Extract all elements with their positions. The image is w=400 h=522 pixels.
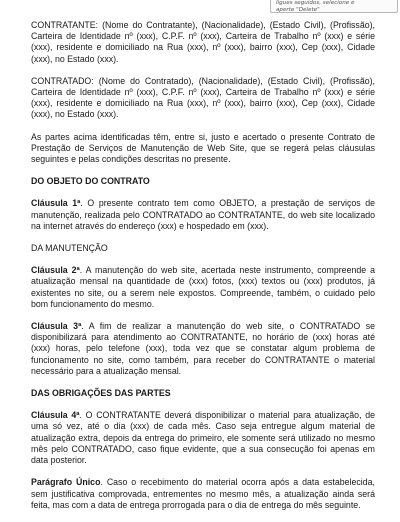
clausula-2-text: . A manutenção do web site, acertada neste instrumento, compreende a atualização mensal na quantidade de (xxx) fotos, (xxx) textos ou (xxx) produtos, já existentes no site, ou a serem nele expostos. Compreende, também, o cuidado pelo bom funcionamento do mesmo. — [31, 265, 375, 309]
heading-objeto: DO OBJETO DO CONTRATO — [31, 176, 150, 187]
clausula-3-label: Cláusula 3ª — [31, 321, 82, 332]
clausula-4 — [31, 410, 375, 466]
clausula-4-label: Cláusula 4ª — [31, 410, 80, 421]
instruction-note — [270, 0, 398, 13]
note-line-2: aperte "Delete" — [276, 6, 320, 13]
clausula-3-text: . A fim de realizar a manutenção do web site, o CONTRATADO se disponibilizará para atendimento ao CONTRATANTE, no horário de (xxx) horas até (xxx) horas, pelo telefone (xxx), toda vez que se constatar algum problema de funcionamento no site, como também, para receber do CONTRATANTE o material necessário para a atualização mensal. — [31, 321, 375, 376]
contratante-paragraph: CONTRATANTE: (Nome do Contratante), (Nacionalidade), (Estado Civil), (Profissão), Carteira de Identidade nº (xxx), C.P.F. nº (xxx), Carteira de Trabalho nº (xxx) e série (xxx), residente e domiciliado na Rua (xxx), nº (xxx), bairro (xxx), Cep (xxx), Cidade (xxx), no Estado (xxx). — [31, 20, 375, 64]
paragrafo-unico — [31, 477, 375, 511]
clausula-1 — [31, 198, 375, 232]
heading-manutencao: DA MANUTENÇÃO — [31, 243, 108, 254]
clausula-1-text: . O presente contrato tem como OBJETO, a prestação de serviços de manutenção, realizada pelo CONTRATADO ao CONTRATANTE, do web site localizado na internet através do endereço (xxx) e hospedado em (xxx). — [31, 198, 375, 231]
contract-document — [31, 20, 375, 522]
clausula-4-text: . O CONTRATANTE deverá disponibilizar o material para atualização, de uma só vez, até o dia (xxx) de cada mês. Caso seja entregue algum material de atualização extra, depois da entrega do primeiro, ele somente será utilizado no mesmo mês pelo CONTRATADO, caso fique evidente, que a sua consecução foi apenas em data posterior. — [31, 410, 375, 466]
clausula-2-label: Cláusula 2ª — [31, 265, 80, 276]
clausula-2 — [31, 265, 375, 310]
heading-obrigacoes: DAS OBRIGAÇÕES DAS PARTES — [31, 388, 171, 399]
clausula-3 — [31, 321, 375, 377]
paragrafo-unico-text: . Caso o recebimento do material ocorra após a data estabelecida, sem justificativa comprovada, entrementes no mesmo mês, a atualização ainda será feita, mas com a data de entrega prorrogada para o dia de entrega do mês seguinte. — [31, 477, 375, 510]
clausula-1-label: Cláusula 1ª — [31, 198, 81, 209]
note-line-1: ligues seguidos, selecione e — [276, 0, 355, 6]
contratado-paragraph: CONTRATADO: (Nome do Contratado), (Nacionalidade), (Estado Civil), (Profissão), Carteira de Identidade nº (xxx), C.P.F. nº (xxx), Carteira de Trabalho nº (xxx) e série (xxx), residente e domiciliado na Rua (xxx), nº (xxx), bairro (xxx), Cep (xxx), Cidade (xxx), no Estado (xxx). — [31, 75, 375, 120]
paragrafo-unico-label: Parágrafo Único — [31, 477, 101, 488]
intro-paragraph: As partes acima identificadas têm, entre si, justo e acertado o presente Contrato de Prestação de Serviços de Manutenção de Web Site, que se regerá pelas cláusulas seguintes e pelas condições descritas no presente. — [31, 131, 375, 165]
